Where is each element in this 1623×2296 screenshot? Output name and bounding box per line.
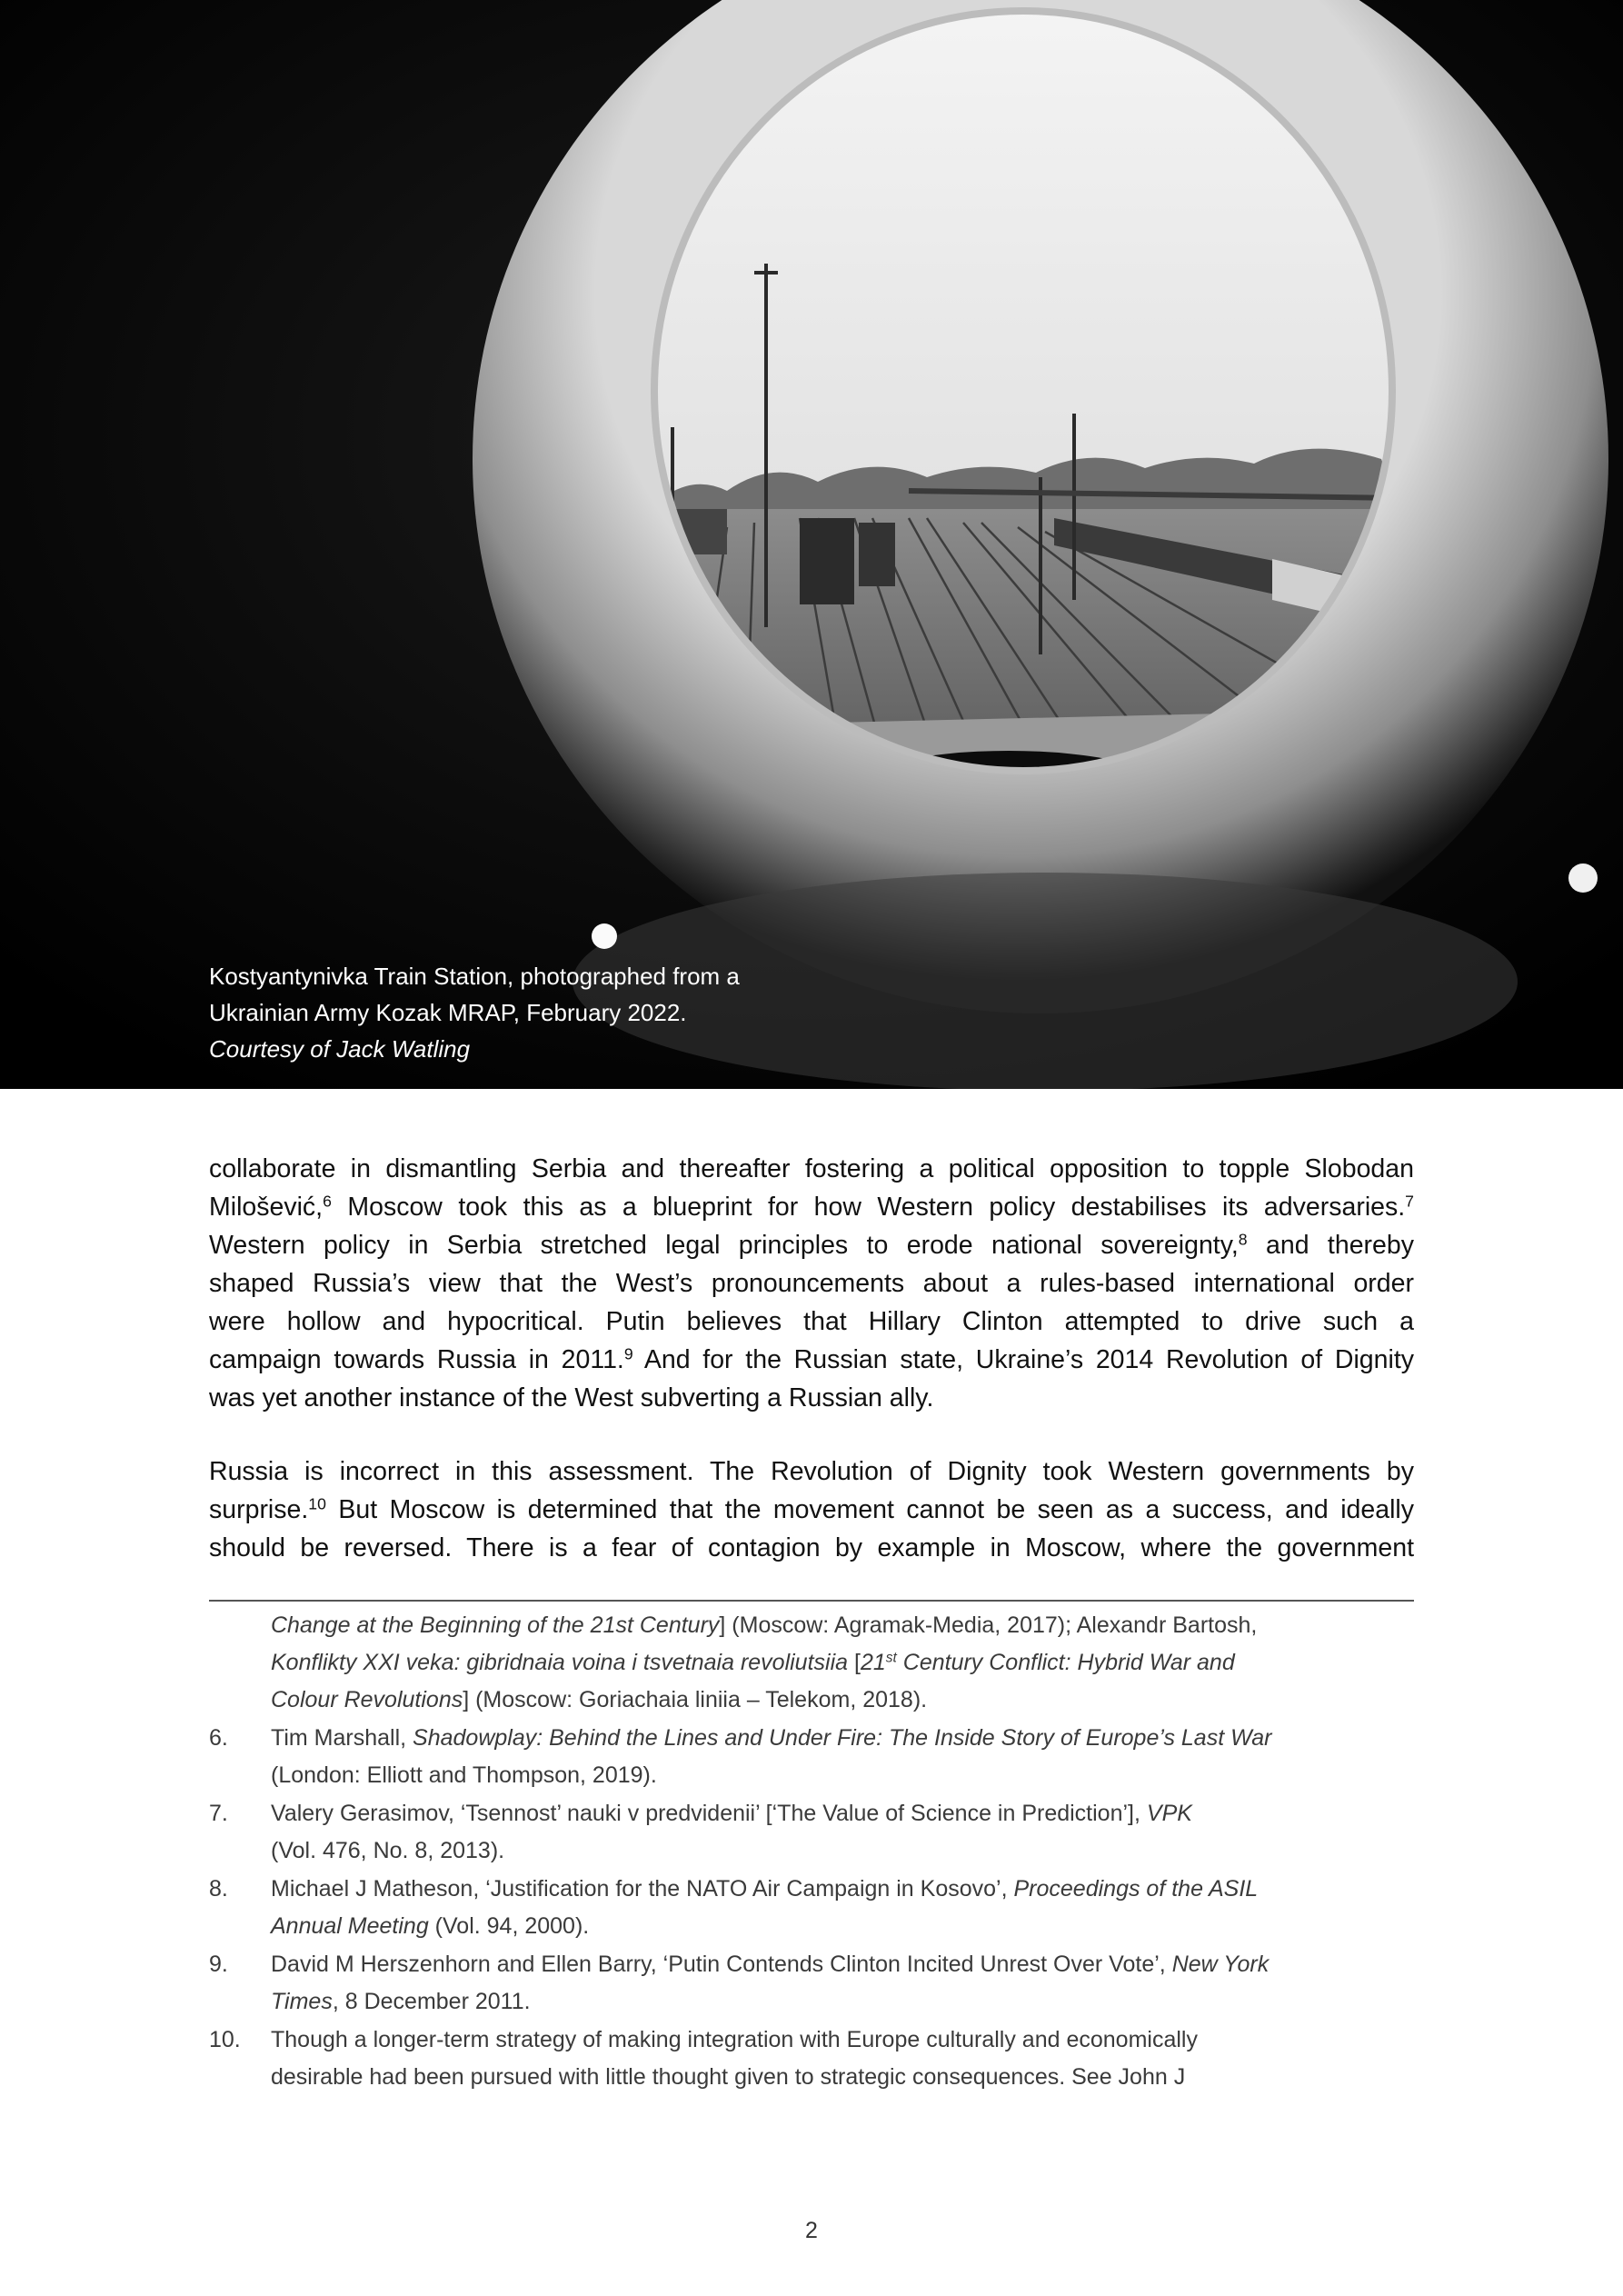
text-line: Western policy in Serbia stretched legal principles to erode national sovereignty,$^8$ and thereby [209,1230,1414,1260]
body-paragraph-1 [209,1150,1414,1417]
footnote-ref-6[interactable]: 6 [323,1192,332,1211]
footnote-number: 7. [209,1801,228,1826]
photograph [0,0,1623,1089]
text-line: campaign towards Russia in 2011.$^9$ And for the Russian state, Ukraine’s 2014 Revolution of Dignity [209,1344,1414,1374]
text-line: surprise.$^{10}$ But Moscow is determined that the movement cannot be seen as a success, and ideally [209,1494,1414,1524]
footnote-continuation: Change at the Beginning of the 21st Century] (Moscow: Agramak-Media, 2017); Alexandr Bartosh, Konflikty XXI veka: gibridnaia voina i tsvetnaia revoliutsiia [21st Century Conflict: Hybrid War and Colour Revolutions] (Moscow: Goriachaia liniia – Telekom, 2018). [271,1612,1258,1712]
photo-credit: Courtesy of Jack Watling [209,1035,471,1063]
text-line: collaborate in dismantling Serbia and thereafter fostering a political opposition to topple Slobodan [209,1154,1414,1183]
page-number: 2 [805,2218,818,2243]
figure-caption [209,958,845,1067]
footnote-10: 10. Though a longer-term strategy of making integration with Europe culturally and economically desirable had been pursued with little thought given to strategic consequences. See John J [209,2021,1414,2096]
text-line: Milošević,$^6$ Moscow took this as a blueprint for how Western policy destabilises its adversaries.$^7$ [209,1192,1414,1222]
footnote-divider [209,1600,1414,1602]
text-line: should be reversed. There is a fear of contagion by example in Moscow, where the government [209,1533,1414,1562]
footnote-ref-7[interactable]: 7 [1405,1192,1414,1211]
footnote-8: 8. Michael J Matheson, ‘Justification for the NATO Air Campaign in Kosovo’, Proceedings of the ASIL Annual Meeting (Vol. 94, 2000). [209,1871,1414,1945]
porthole-photo-illustration [0,0,1623,1089]
text-line: shaped Russia’s view that the West’s pronouncements about a rules-based international order [209,1269,1414,1298]
footnote-number: 10. [209,2027,241,2052]
text-line: were hollow and hypocritical. Putin believes that Hillary Clinton attempted to drive such a [209,1307,1414,1336]
footnote-number: 9. [209,1952,228,1977]
footnote-6: 6. Tim Marshall, Shadowplay: Behind the Lines and Under Fire: The Inside Story of Europe’s Last War (London: Elliott and Thompson, 2019). [209,1720,1414,1794]
text-line: was yet another instance of the West subverting a Russian ally. [209,1383,934,1413]
footnote-7: 7. Valery Gerasimov, ‘Tsennost’ nauki v predvidenii’ [‘The Value of Science in Prediction’], VPK (Vol. 476, No. 8, 2013). [209,1795,1414,1870]
footnote-number: 6. [209,1725,228,1751]
text-line: Russia is incorrect in this assessment. The Revolution of Dignity took Western governments by [209,1457,1414,1486]
body-paragraph-2 [209,1452,1414,1567]
caption-line: Ukrainian Army Kozak MRAP, February 2022. [209,999,687,1026]
footnote-ref-10[interactable]: 10 [308,1494,326,1513]
footnote-9: 9. David M Herszenhorn and Ellen Barry, ‘Putin Contends Clinton Incited Unrest Over Vote’, New York Times, 8 December 2011. [209,1946,1414,2021]
caption-line: Kostyantynivka Train Station, photographed from a [209,963,740,990]
footnote-ref-9[interactable]: 9 [623,1344,633,1363]
footnotes [209,1607,1414,2096]
footnote-ref-8[interactable]: 8 [1238,1230,1248,1249]
footnote-number: 8. [209,1876,228,1902]
